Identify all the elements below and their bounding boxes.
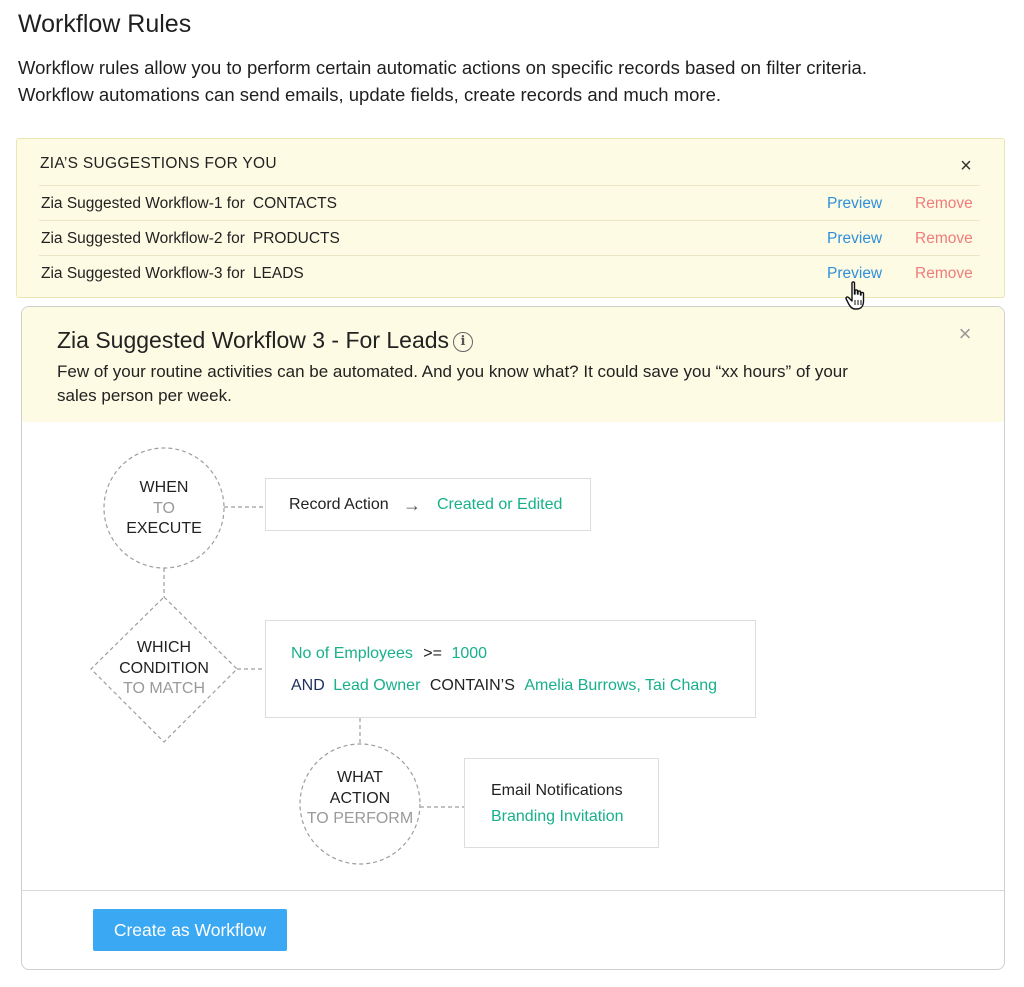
- zia-suggestions-panel: [16, 138, 1005, 298]
- when-to-execute-label: [104, 478, 224, 540]
- page-description-line-1: Workflow rules allow you to perform certain automatic actions on specific records based on filter criteria.: [18, 57, 867, 78]
- page-description-line-2: Workflow automations can send emails, update fields, create records and much more.: [18, 84, 721, 105]
- page-description: [18, 54, 1008, 108]
- suggestion-item-contacts: [39, 185, 980, 220]
- suggestion-label-text: Zia Suggested Workflow-3 for: [41, 265, 245, 282]
- info-icon[interactable]: i: [453, 332, 473, 352]
- suggestion-label-text: Zia Suggested Workflow-1 for: [41, 195, 245, 212]
- when-line-1: WHEN: [139, 479, 189, 496]
- preview-card-title: Zia Suggested Workflow 3 - For Leads: [57, 327, 450, 353]
- remove-link[interactable]: Remove: [915, 195, 973, 212]
- remove-link[interactable]: Remove: [915, 265, 973, 282]
- suggestion-module: CONTACTS: [252, 195, 337, 212]
- condition-row-2: [291, 677, 717, 695]
- suggestion-module: PRODUCTS: [252, 230, 340, 247]
- preview-card-description: Few of your routine activities can be automated. And you know what? It could save you “xx hours” of your sales person per week.: [57, 362, 848, 405]
- suggestions-title: ZIA’S SUGGESTIONS FOR YOU: [40, 155, 277, 172]
- preview-link[interactable]: Preview: [827, 230, 883, 247]
- condition-value: Amelia Burrows, Tai Chang: [524, 677, 718, 694]
- suggestion-label-text: Zia Suggested Workflow-2 for: [41, 230, 245, 247]
- condition-field: No of Employees: [291, 645, 413, 662]
- create-as-workflow-button[interactable]: Create as Workflow: [93, 909, 287, 951]
- remove-link[interactable]: Remove: [915, 230, 973, 247]
- record-action-label: Record Action: [289, 496, 389, 513]
- preview-link[interactable]: Preview: [827, 265, 883, 282]
- suggestion-label: [41, 230, 340, 248]
- suggestion-module: LEADS: [252, 265, 304, 282]
- action-line-3: TO PERFORM: [306, 810, 414, 827]
- action-type: Email Notifications: [491, 782, 623, 799]
- preview-link[interactable]: Preview: [827, 195, 883, 212]
- page-title: Workflow Rules: [18, 10, 192, 38]
- suggestion-item-products: [39, 220, 980, 255]
- condition-operator: CONTAIN’S: [429, 677, 515, 694]
- record-action-value: Created or Edited: [437, 496, 563, 513]
- condition-joiner: AND: [291, 677, 325, 694]
- action-box: [464, 758, 659, 848]
- condition-line-3: TO MATCH: [122, 680, 206, 697]
- suggestions-list: [39, 185, 980, 290]
- condition-field: Lead Owner: [333, 677, 421, 694]
- suggestion-label: [41, 265, 304, 283]
- condition-box: [265, 620, 756, 718]
- condition-line-2: CONDITION: [119, 659, 209, 677]
- workflow-preview-card: [21, 306, 1005, 970]
- hand-pointer-cursor-icon: [844, 280, 872, 312]
- suggestion-label: [41, 195, 337, 213]
- which-condition-label: [104, 638, 224, 700]
- what-action-label: [292, 768, 428, 830]
- suggestion-item-leads: [39, 255, 980, 290]
- action-line-2: ACTION: [329, 789, 391, 807]
- action-line-1: WHAT: [337, 769, 383, 786]
- record-action-box: [265, 478, 591, 531]
- action-value: Branding Invitation: [491, 808, 624, 825]
- condition-value: 1000: [451, 645, 488, 662]
- preview-card-close-icon[interactable]: ×: [958, 321, 972, 346]
- when-line-2: TO: [153, 499, 175, 517]
- card-footer-divider: [22, 890, 1004, 891]
- arrow-right-icon: →: [403, 495, 421, 515]
- suggestions-close-icon[interactable]: ×: [960, 155, 972, 177]
- when-line-3: EXECUTE: [126, 520, 202, 537]
- condition-line-1: WHICH: [136, 639, 192, 656]
- condition-row-1: [291, 645, 487, 663]
- condition-operator: >=: [423, 645, 442, 662]
